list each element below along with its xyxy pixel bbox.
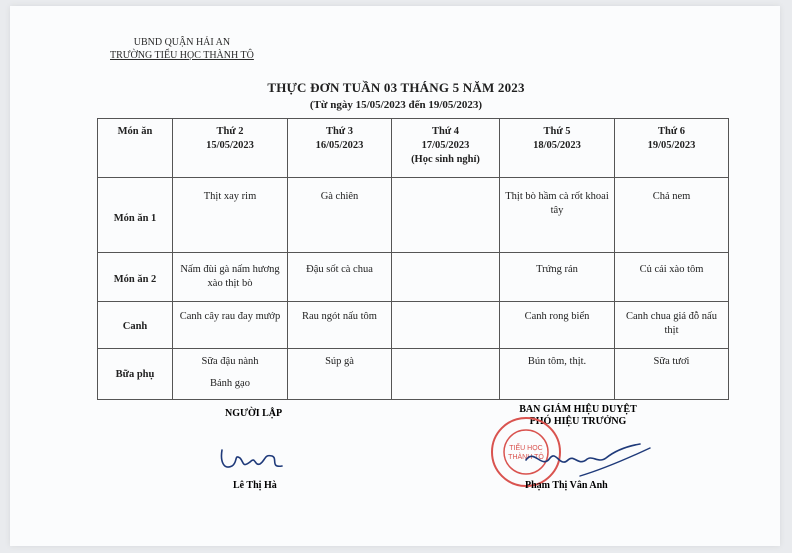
- table-cell: Rau ngót nấu tôm: [288, 302, 392, 349]
- approver-signature: [520, 440, 660, 484]
- table-row: [98, 302, 729, 349]
- creator-signature: [216, 440, 296, 476]
- school-name: TRƯỜNG TIỂU HỌC THÀNH TÔ: [110, 50, 254, 61]
- table-cell: Củ cải xào tôm: [615, 253, 729, 302]
- table-cell: Sữa đậu nành Bánh gạo: [173, 349, 288, 400]
- table-cell: Thịt bò hầm cà rốt khoai tây: [500, 178, 615, 253]
- svg-text:THÀNH TÔ: THÀNH TÔ: [508, 454, 544, 461]
- table-cell: [392, 253, 500, 302]
- table-cell: Canh cây rau đay mướp: [173, 302, 288, 349]
- approver-name: Phạm Thị Vân Anh: [525, 480, 608, 491]
- table-cell: [392, 178, 500, 253]
- table-cell: Bún tôm, thịt.: [500, 349, 615, 400]
- row-label: Canh: [98, 302, 173, 349]
- table-cell: Thịt xay rim: [173, 178, 288, 253]
- table-cell: Canh rong biển: [500, 302, 615, 349]
- table-cell: Trứng rán: [500, 253, 615, 302]
- day-header: Thứ 6 19/05/2023: [615, 119, 729, 178]
- day-header: Thứ 3 16/05/2023: [288, 119, 392, 178]
- creator-name: Lê Thị Hà: [233, 480, 277, 491]
- table-cell: Nấm đùi gà nấm hương xào thịt bò: [173, 253, 288, 302]
- corner-header: Món ăn: [98, 119, 173, 178]
- org-name: UBND QUẬN HẢI AN: [133, 37, 231, 48]
- table-row: [98, 253, 729, 302]
- table-row: [98, 178, 729, 253]
- approver-title: BAN GIÁM HIỆU DUYỆT PHÓ HIỆU TRƯỞNG: [519, 404, 637, 427]
- creator-title: NGƯỜI LẬP: [225, 408, 283, 419]
- table-row: [98, 349, 729, 400]
- table-cell: Canh chua giá đỗ nấu thịt: [615, 302, 729, 349]
- day-header: Thứ 2 15/05/2023: [173, 119, 288, 178]
- table-cell: Súp gà: [288, 349, 392, 400]
- day-header: Thứ 4 17/05/2023 (Học sinh nghỉ): [392, 119, 500, 178]
- row-label: Món ăn 2: [98, 253, 173, 302]
- day-header: Thứ 5 18/05/2023: [500, 119, 615, 178]
- table-cell: Chả nem: [615, 178, 729, 253]
- table-cell-extra: Bánh gạo: [210, 378, 250, 389]
- table-cell: Sữa tươi: [615, 349, 729, 400]
- header-org: [110, 36, 254, 62]
- page-title: THỰC ĐƠN TUẦN 03 THÁNG 5 NĂM 2023: [267, 80, 525, 95]
- row-label: Món ăn 1: [98, 178, 173, 253]
- table-cell: Gà chiên: [288, 178, 392, 253]
- table-header-row: [98, 119, 729, 178]
- svg-text:TIỂU HỌC: TIỂU HỌC: [509, 445, 543, 452]
- table-cell: [392, 302, 500, 349]
- table-cell: [392, 349, 500, 400]
- table-cell: Đậu sốt cà chua: [288, 253, 392, 302]
- page-subtitle: (Từ ngày 15/05/2023 đến 19/05/2023): [309, 99, 483, 111]
- menu-table: [97, 118, 729, 400]
- row-label: Bữa phụ: [98, 349, 173, 400]
